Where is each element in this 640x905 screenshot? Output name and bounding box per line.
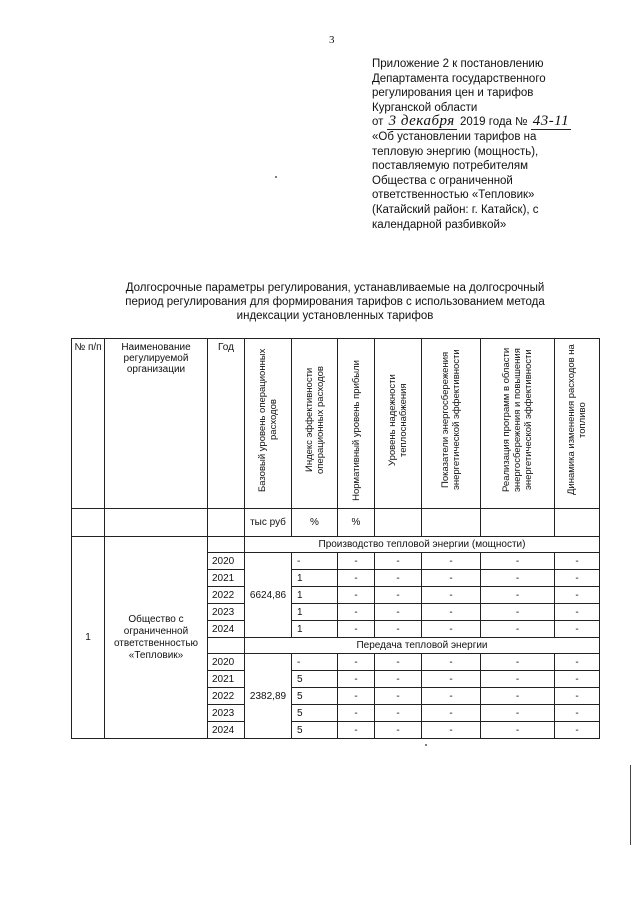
energy-cell: - — [422, 722, 481, 739]
energy-cell: - — [422, 570, 481, 587]
appendix-subject-line: «Об установлении тарифов на — [372, 130, 537, 143]
index-cell: 5 — [292, 671, 338, 688]
appendix-block — [372, 57, 627, 232]
energy-cell: - — [422, 688, 481, 705]
profit-cell: - — [338, 688, 375, 705]
units-row — [72, 509, 600, 537]
header-base — [245, 339, 292, 509]
profit-cell: - — [338, 604, 375, 621]
year-cell: 2024 — [208, 621, 245, 638]
profit-cell: - — [338, 671, 375, 688]
appendix-subject-line: календарной разбивкой» — [372, 218, 507, 231]
header-row — [72, 339, 600, 509]
organization-name: Общество с ограниченной ответственностью «Тепловик» — [105, 537, 208, 739]
index-cell: 1 — [292, 587, 338, 604]
header-org: Наименование регулируемой организации — [105, 339, 208, 509]
scan-edge-mark — [630, 765, 631, 845]
reliability-cell: - — [375, 654, 422, 671]
header-year: Год — [208, 339, 245, 509]
units-index: % — [292, 509, 338, 537]
appendix-date-line — [372, 115, 627, 130]
programs-cell: - — [481, 688, 555, 705]
programs-cell: - — [481, 621, 555, 638]
year-cell: 2024 — [208, 722, 245, 739]
base-level-cell: 6624,86 — [245, 553, 292, 638]
index-cell: - — [292, 553, 338, 570]
section-title: Передача тепловой энергии — [245, 638, 600, 654]
fuel-cell: - — [555, 671, 600, 688]
fuel-cell: - — [555, 570, 600, 587]
header-programs-text: Реализация программ в области энергосбережения и повышения энергетической эффективности — [501, 347, 534, 493]
section-year-blank — [208, 638, 245, 654]
energy-cell: - — [422, 553, 481, 570]
fuel-cell: - — [555, 705, 600, 722]
section-title: Производство тепловой энергии (мощности) — [245, 537, 600, 553]
header-reliability-text: Уровень надежности теплоснабжения — [387, 374, 409, 466]
year-cell: 2023 — [208, 705, 245, 722]
fuel-cell: - — [555, 604, 600, 621]
section-year-blank — [208, 537, 245, 553]
reliability-cell: - — [375, 621, 422, 638]
year-cell: 2023 — [208, 604, 245, 621]
appendix-subject-line: поставляемую потребителям — [372, 160, 528, 173]
reliability-cell: - — [375, 587, 422, 604]
title-line: индексации установленных тарифов — [236, 310, 434, 322]
header-energy-text: Показатели энергосбережения энергетической эффективности — [440, 349, 462, 491]
index-cell: 5 — [292, 688, 338, 705]
appendix-line: регулирования цен и тарифов — [372, 87, 534, 100]
reliability-cell: - — [375, 688, 422, 705]
energy-cell: - — [422, 621, 481, 638]
energy-cell: - — [422, 671, 481, 688]
header-programs — [481, 339, 555, 509]
page-number: 3 — [329, 34, 335, 46]
appendix-subject-line: ответственностью «Тепловик» — [372, 189, 535, 202]
header-base-text: Базовый уровень операционных расходов — [257, 348, 279, 492]
fuel-cell: - — [555, 587, 600, 604]
reliability-cell: - — [375, 570, 422, 587]
year-cell: 2021 — [208, 570, 245, 587]
reliability-cell: - — [375, 671, 422, 688]
units-profit: % — [338, 509, 375, 537]
title-line: период регулирования для формирования тарифов с использованием метода — [125, 296, 545, 308]
header-energy — [422, 339, 481, 509]
section-row — [72, 537, 600, 553]
year-cell: 2021 — [208, 671, 245, 688]
reliability-cell: - — [375, 722, 422, 739]
header-num: № п/п — [72, 339, 105, 509]
profit-cell: - — [338, 654, 375, 671]
fuel-cell: - — [555, 621, 600, 638]
appendix-line: Приложение 2 к постановлению — [372, 58, 544, 70]
programs-cell: - — [481, 587, 555, 604]
index-cell: 1 — [292, 604, 338, 621]
header-fuel — [555, 339, 600, 509]
reliability-cell: - — [375, 553, 422, 570]
units-empty — [208, 509, 245, 537]
base-level-cell: 2382,89 — [245, 654, 292, 739]
row-number: 1 — [72, 537, 105, 739]
index-cell: 1 — [292, 570, 338, 587]
index-cell: 5 — [292, 705, 338, 722]
appendix-subject-line: Общества с ограниченной — [372, 174, 513, 187]
programs-cell: - — [481, 671, 555, 688]
energy-cell: - — [422, 705, 481, 722]
units-empty — [481, 509, 555, 537]
units-empty — [105, 509, 208, 537]
handwritten-date: 3 декабря — [388, 113, 455, 130]
profit-cell: - — [338, 570, 375, 587]
header-reliability — [375, 339, 422, 509]
units-base: тыс руб — [245, 509, 292, 537]
profit-cell: - — [338, 553, 375, 570]
units-empty — [72, 509, 105, 537]
from-prefix: от — [372, 116, 384, 129]
title-line: Долгосрочные параметры регулирования, устанавливаемые на долгосрочный — [125, 282, 545, 294]
scan-speck — [275, 176, 277, 178]
reliability-cell: - — [375, 604, 422, 621]
handwritten-number: 43-11 — [532, 113, 570, 130]
energy-cell: - — [422, 587, 481, 604]
appendix-subject-line: тепловую энергию (мощность), — [372, 145, 539, 158]
programs-cell: - — [481, 604, 555, 621]
year-cell: 2020 — [208, 654, 245, 671]
header-index — [292, 339, 338, 509]
header-index-text: Индекс эффективности операционных расходов — [303, 366, 326, 474]
scan-speck — [425, 744, 427, 746]
header-fuel-text: Динамика изменения расходов на топливо — [566, 344, 588, 496]
programs-cell: - — [481, 654, 555, 671]
year-cell: 2020 — [208, 553, 245, 570]
programs-cell: - — [481, 705, 555, 722]
year-cell: 2022 — [208, 688, 245, 705]
index-cell: - — [292, 654, 338, 671]
header-profit-text: Нормативный уровень прибыли — [350, 360, 362, 501]
programs-cell: - — [481, 570, 555, 587]
document-title — [80, 281, 590, 323]
year-cell: 2022 — [208, 587, 245, 604]
appendix-line: Курганской области — [372, 101, 478, 114]
year-text: 2019 года № — [459, 116, 528, 129]
profit-cell: - — [338, 705, 375, 722]
energy-cell: - — [422, 604, 481, 621]
fuel-cell: - — [555, 654, 600, 671]
parameters-table — [71, 338, 600, 739]
units-empty — [422, 509, 481, 537]
appendix-line: Департамента государственного — [372, 72, 546, 85]
energy-cell: - — [422, 654, 481, 671]
programs-cell: - — [481, 553, 555, 570]
units-empty — [375, 509, 422, 537]
index-cell: 1 — [292, 621, 338, 638]
reliability-cell: - — [375, 705, 422, 722]
index-cell: 5 — [292, 722, 338, 739]
fuel-cell: - — [555, 722, 600, 739]
header-profit — [338, 339, 375, 509]
profit-cell: - — [338, 621, 375, 638]
fuel-cell: - — [555, 553, 600, 570]
profit-cell: - — [338, 587, 375, 604]
appendix-subject-line: (Катайский район: г. Катайск), с — [372, 203, 539, 216]
units-empty — [555, 509, 600, 537]
programs-cell: - — [481, 722, 555, 739]
fuel-cell: - — [555, 688, 600, 705]
profit-cell: - — [338, 722, 375, 739]
